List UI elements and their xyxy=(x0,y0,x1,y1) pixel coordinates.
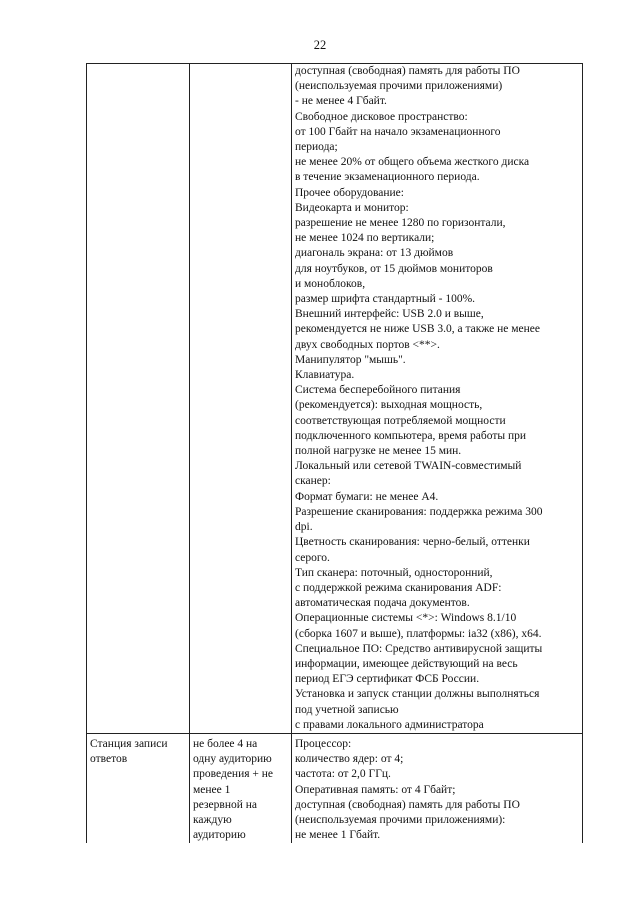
cell-text-line: Прочее оборудование: xyxy=(295,186,404,199)
cell-quantity xyxy=(190,64,292,734)
cell-text-line: диагональ экрана: от 13 дюймов xyxy=(295,247,454,260)
cell-text-line: Клавиатура. xyxy=(295,369,355,382)
cell-text-line: Манипулятор "мышь". xyxy=(295,353,406,366)
cell-text-line: менее 1 xyxy=(193,783,231,796)
cell-text-line: соответствующая потребляемой мощности xyxy=(295,414,506,427)
cell-text-line: разрешение не менее 1280 по горизонтали, xyxy=(295,217,506,230)
table-row-answer-station xyxy=(87,733,583,843)
cell-text-line: подключенного компьютера, время работы при xyxy=(295,429,527,442)
cell-text-line: Операционные системы <*>: Windows 8.1/10 xyxy=(295,612,517,625)
cell-text-line: период ЕГЭ сертификат ФСБ России. xyxy=(295,673,480,686)
cell-text-line: полной нагрузке не менее 15 мин. xyxy=(295,445,462,458)
cell-text-line: Специальное ПО: Средство антивирусной защиты xyxy=(295,642,543,655)
cell-text-line: доступная (свободная) память для работы ПО xyxy=(295,798,520,811)
cell-text-line: проведения + не xyxy=(193,768,274,781)
cell-equipment-name xyxy=(87,733,190,843)
cell-text-line: Цветность сканирования: черно-белый, оттенки xyxy=(295,536,530,549)
cell-text-line: не менее 1024 по вертикали; xyxy=(295,232,435,245)
cell-equipment-name xyxy=(87,64,190,734)
cell-text-line: автоматическая подача документов. xyxy=(295,597,470,610)
cell-text-line: (сборка 1607 и выше), платформы: ia32 (x86), x64. xyxy=(295,627,542,640)
cell-text-line: одну аудиторию xyxy=(193,753,272,766)
cell-text-line: Процессор: xyxy=(295,737,352,750)
cell-text-line: Установка и запуск станции должны выполняться xyxy=(295,688,540,701)
cell-text-line: не более 4 на xyxy=(193,737,258,750)
cell-text-line: не менее 20% от общего объема жесткого диска xyxy=(295,156,530,169)
cell-text-line: двух свободных портов <**>. xyxy=(295,338,440,351)
table-row-continued xyxy=(87,64,583,734)
cell-text-line: Внешний интерфейс: USB 2.0 и выше, xyxy=(295,308,484,321)
cell-text-line: (неиспользуемая прочими приложениями): xyxy=(295,813,506,826)
cell-requirements xyxy=(292,733,583,843)
cell-text-line: аудиторию xyxy=(193,829,246,842)
cell-text-line: сканер: xyxy=(295,475,331,488)
cell-text-line: количество ядер: от 4; xyxy=(295,753,404,766)
cell-text-line: размер шрифта стандартный - 100%. xyxy=(295,293,476,306)
cell-text-line: dpi. xyxy=(295,521,313,534)
cell-text-line: ответов xyxy=(90,753,128,766)
cell-text-line: (рекомендуется): выходная мощность, xyxy=(295,399,483,412)
cell-text-line: Формат бумаги: не менее А4. xyxy=(295,490,439,503)
cell-quantity xyxy=(190,733,292,843)
cell-text-line: от 100 Гбайт на начало экзаменационного xyxy=(295,125,501,138)
cell-text-line: (неиспользуемая прочими приложениями) xyxy=(295,80,503,93)
cell-text-line: в течение экзаменационного периода. xyxy=(295,171,480,184)
cell-text-line: доступная (свободная) память для работы ПО xyxy=(295,65,520,77)
cell-text-line: рекомендуется не ниже USB 3.0, а также не менее xyxy=(295,323,540,336)
cell-text-line: Тип сканера: поточный, односторонний, xyxy=(295,566,493,579)
cell-text-line: не менее 1 Гбайт. xyxy=(295,829,381,842)
cell-text-line: Локальный или сетевой TWAIN-совместимый xyxy=(295,460,522,473)
cell-text-line: Станция записи xyxy=(90,737,168,750)
cell-text-line: и моноблоков, xyxy=(295,277,366,290)
cell-text-line: с поддержкой режима сканирования ADF: xyxy=(295,581,502,594)
cell-text-line: Видеокарта и монитор: xyxy=(295,201,409,214)
cell-text-line: каждую xyxy=(193,813,232,826)
cell-text-line: Оперативная память: от 4 Гбайт; xyxy=(295,783,456,796)
page-number: 22 xyxy=(313,38,327,52)
cell-text-line: с правами локального администратора xyxy=(295,718,484,731)
requirements-table xyxy=(86,63,583,843)
cell-text-line: Система бесперебойного питания xyxy=(295,384,461,397)
cell-text-line: периода; xyxy=(295,141,338,154)
cell-requirements xyxy=(292,64,583,734)
cell-text-line: серого. xyxy=(295,551,330,564)
cell-text-line: частота: от 2,0 ГГц. xyxy=(295,768,391,781)
cell-text-line: Свободное дисковое пространство: xyxy=(295,110,468,123)
cell-text-line: под учетной записью xyxy=(295,703,399,716)
cell-text-line: резервной на xyxy=(193,798,258,811)
cell-text-line: для ноутбуков, от 15 дюймов мониторов xyxy=(295,262,493,275)
cell-text-line: Разрешение сканирования: поддержка режима 300 xyxy=(295,505,543,518)
cell-text-line: информации, имеющее действующий на весь xyxy=(295,657,518,670)
cell-text-line: - не менее 4 Гбайт. xyxy=(295,95,387,108)
